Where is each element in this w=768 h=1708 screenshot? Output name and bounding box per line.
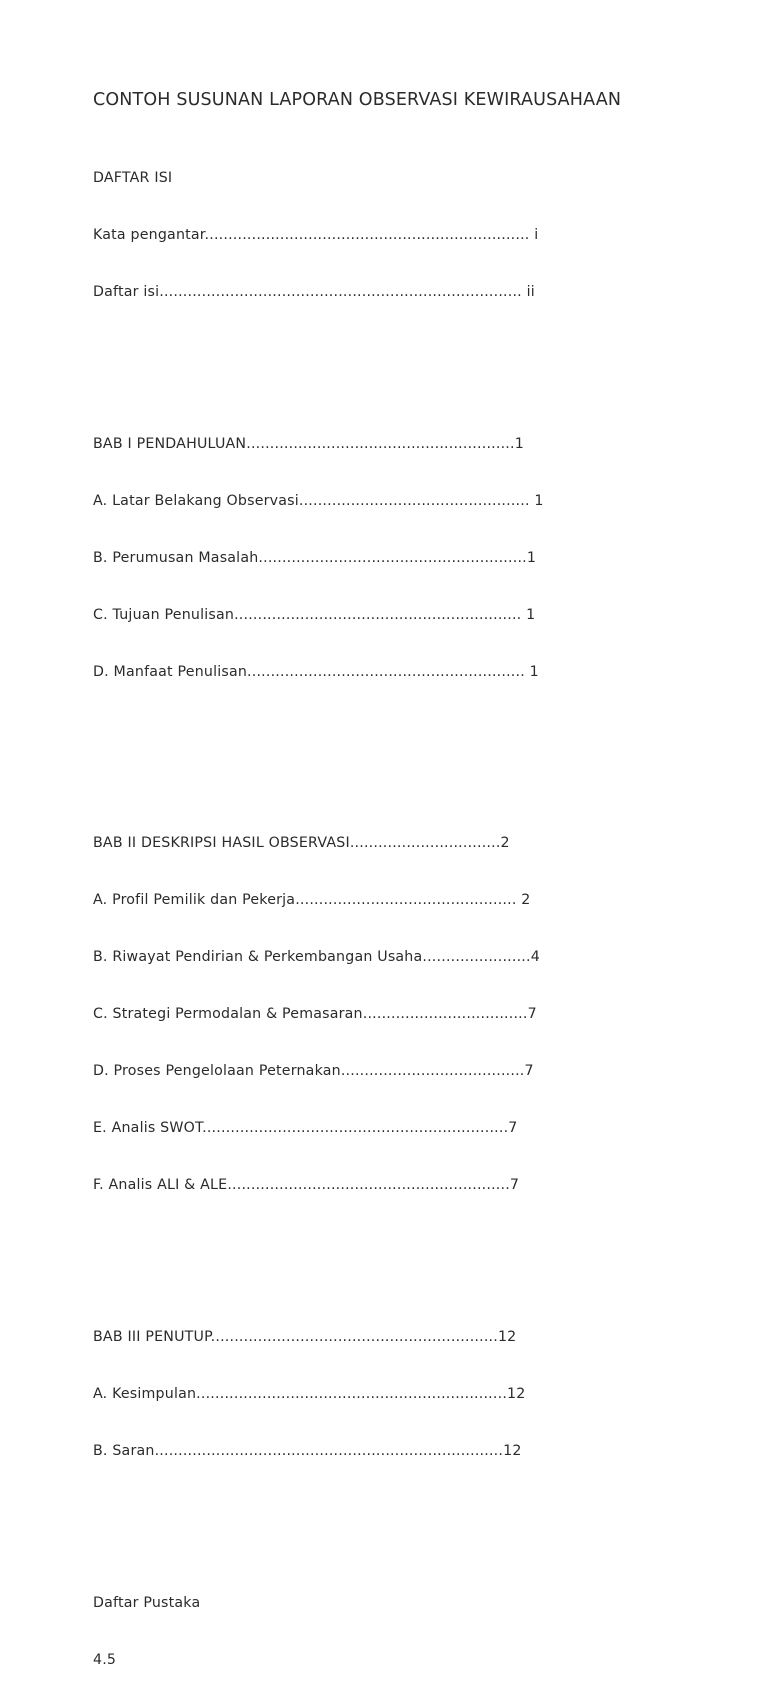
toc-entry: F. Analis ALI & ALE............................................................7	[93, 1177, 520, 1193]
table-of-contents	[93, 131, 544, 1708]
toc-entry: A. Latar Belakang Observasi................................................. 1	[93, 493, 544, 509]
toc-entry: C. Strategi Permodalan & Pemasaran...................................7	[93, 1006, 537, 1022]
spacer	[93, 1518, 544, 1537]
toc-entry: C. Tujuan Penulisan............................................................. 1	[93, 607, 536, 623]
toc-entry: D. Manfaat Penulisan........................................................... 1	[93, 664, 539, 680]
toc-heading: DAFTAR ISI	[93, 170, 173, 186]
toc-entry: B. Saran..........................................................................12	[93, 1443, 522, 1459]
toc-entry: A. Kesimpulan..................................................................12	[93, 1386, 526, 1402]
spacer	[93, 359, 544, 378]
toc-entry-daftar-isi: Daftar isi............................................................................. ii	[93, 284, 535, 300]
toc-entry-daftar-pustaka: Daftar Pustaka	[93, 1595, 201, 1611]
spacer	[93, 1252, 544, 1271]
toc-entry: D. Proses Pengelolaan Peternakan.......................................7	[93, 1063, 534, 1079]
toc-entry: B. Riwayat Pendirian & Perkembangan Usaha.......................4	[93, 949, 540, 965]
version-number: 4.5	[93, 1652, 117, 1668]
document-title: CONTOH SUSUNAN LAPORAN OBSERVASI KEWIRAUSAHAAN	[93, 90, 622, 110]
bab2-heading: BAB II DESKRIPSI HASIL OBSERVASI................................2	[93, 835, 510, 851]
toc-entry: A. Profil Pemilik dan Pekerja............................................... 2	[93, 892, 531, 908]
toc-entry: B. Perumusan Masalah.........................................................1	[93, 550, 537, 566]
toc-entry-kata-pengantar: Kata pengantar..................................................................... i	[93, 227, 539, 243]
toc-entry: E. Analis SWOT.................................................................7	[93, 1120, 518, 1136]
spacer	[93, 739, 544, 777]
bab3-heading: BAB III PENUTUP.............................................................12	[93, 1329, 517, 1345]
bab1-heading: BAB I PENDAHULUAN.........................................................1	[93, 436, 524, 452]
